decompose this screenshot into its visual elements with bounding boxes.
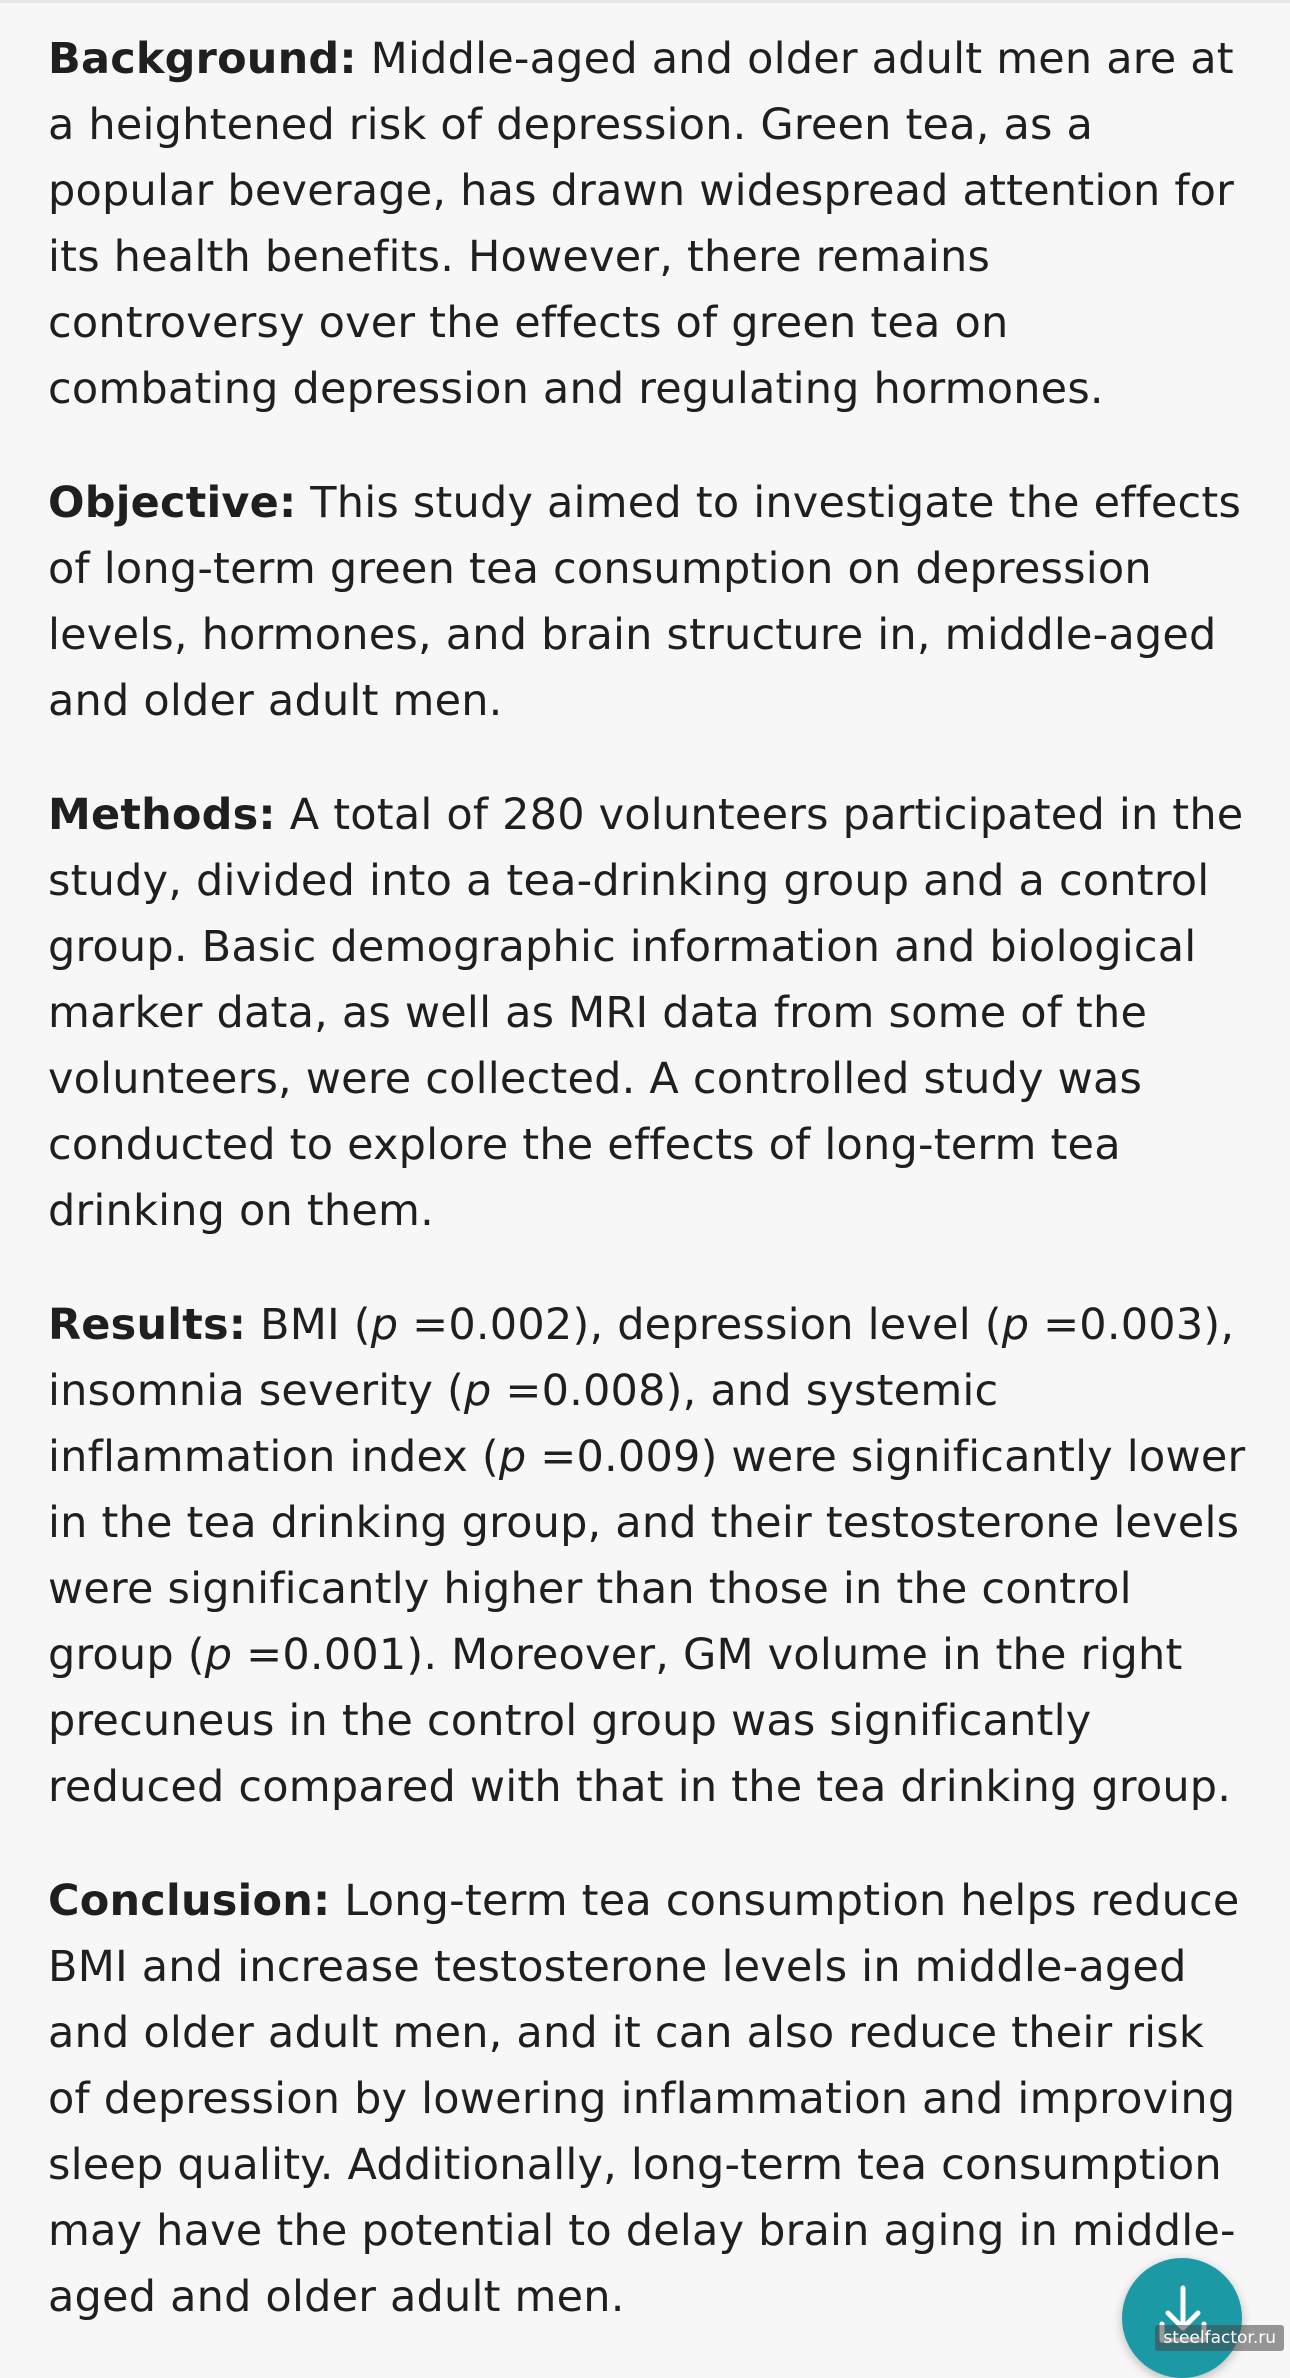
abstract-body: [48, 26, 1248, 2378]
abstract-background: [48, 26, 1248, 422]
conclusion-text: Long-term tea consumption helps reduce BMI and increase testosterone levels in middle-aged and older adult men, and it can also reduce their risk of depression by lowering inflammation and improving sleep quality. Additionally, long-term tea consumption may have the potential to delay brain aging in middle-aged and older adult men.: [48, 1876, 1240, 2322]
p-value-symbol: p: [1001, 1300, 1030, 1350]
objective-text: This study aimed to investigate the effects of long-term green tea consumption on depression levels, hormones, and brain structure in, middle-aged and older adult men.: [48, 478, 1242, 726]
results-text-4: =0.008), and systemic inflammation index (: [48, 1366, 999, 1482]
background-label: Background:: [48, 34, 357, 84]
top-divider: [0, 0, 1290, 3]
background-text: Middle-aged and older adult men are at a heightened risk of depression. Green tea, as a popular beverage, has drawn widespread attention for its health benefits. However, there remains controversy over the effects of green tea on combating depression and regulating hormones.: [48, 34, 1235, 414]
conclusion-label: Conclusion:: [48, 1876, 331, 1926]
p-value-symbol: p: [370, 1300, 399, 1350]
abstract-methods: [48, 782, 1248, 1244]
methods-label: Methods:: [48, 790, 276, 840]
download-button[interactable]: [1122, 2258, 1242, 2378]
results-label: Results:: [48, 1300, 247, 1350]
abstract-conclusion: [48, 1868, 1248, 2330]
p-value-symbol: p: [463, 1366, 492, 1416]
abstract-objective: [48, 470, 1248, 734]
abstract-results: [48, 1292, 1248, 1820]
watermark: steelfactor.ru: [1155, 2325, 1284, 2351]
results-text-1: BMI (: [246, 1300, 371, 1350]
results-text-3: =0.003), insomnia severity (: [48, 1300, 1235, 1416]
results-text-5: =0.009) were significantly lower in the tea drinking group, and their testosterone levels were significantly higher than those in the control group (: [48, 1432, 1246, 1680]
methods-text: A total of 280 volunteers participated in the study, divided into a tea-drinking group and a control group. Basic demographic information and biological marker data, as well as MRI data from some of the volunteers, were collected. A controlled study was conducted to explore the effects of long-term tea drinking on them.: [48, 790, 1244, 1236]
results-text-6: =0.001). Moreover, GM volume in the right precuneus in the control group was significantly reduced compared with that in the tea drinking group.: [48, 1630, 1232, 1812]
objective-label: Objective:: [48, 478, 297, 528]
p-value-symbol: p: [498, 1432, 527, 1482]
p-value-symbol: p: [204, 1630, 233, 1680]
results-text-2: =0.002), depression level (: [398, 1300, 1002, 1350]
